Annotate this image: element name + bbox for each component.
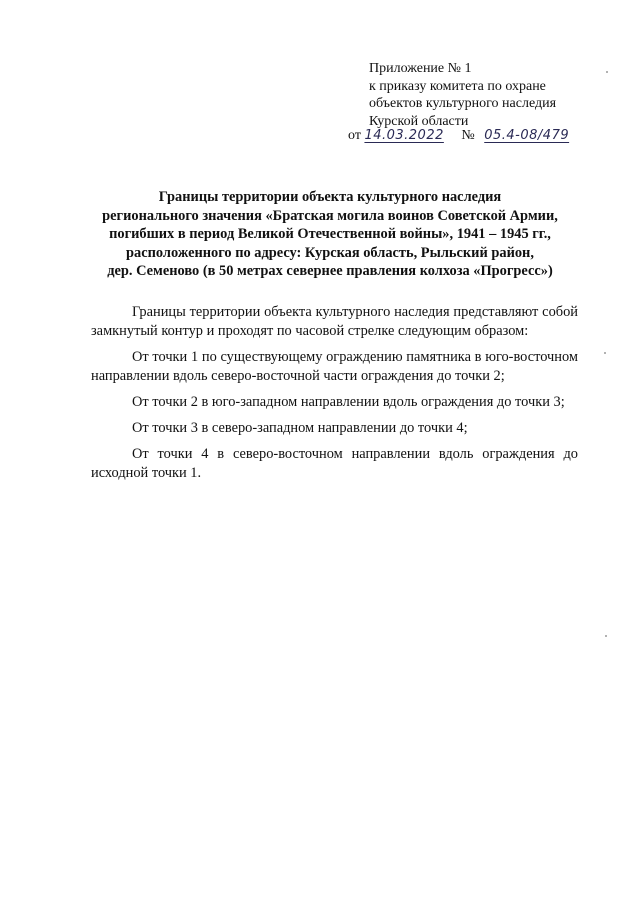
title-line-4: расположенного по адресу: Курская область, Рыльский район,	[126, 244, 534, 261]
body-paragraph: От точки 1 по существующему ограждению памятника в юго-восточном направлении вдоль северо-восточной части ограждения до точки 2;	[91, 349, 578, 384]
appendix-order-ref: к приказу комитета по охране	[369, 78, 546, 94]
title-line-1: Границы территории объекта культурного наследия	[158, 189, 502, 205]
scan-speck	[604, 352, 606, 354]
document-body	[91, 303, 578, 490]
order-date: 14.03.2022	[364, 128, 444, 143]
body-paragraph: Границы территории объекта культурного наследия представляют собой замкнутый контур и проходят по часовой стрелке следующим образом:	[91, 304, 578, 339]
scan-speck	[606, 71, 608, 73]
order-date-number	[348, 128, 569, 144]
body-paragraph: От точки 2 в юго-западном направлении вдоль ограждения до точки 3;	[132, 394, 565, 410]
document-title	[80, 188, 580, 281]
title-line-3: погибших в период Великой Отечественной войны», 1941 – 1945 гг.,	[109, 226, 551, 242]
title-line-2: регионального значения «Братская могила воинов Советской Армии,	[102, 207, 558, 224]
order-number: 05.4-08/479	[484, 128, 570, 143]
order-from-label: от	[348, 128, 361, 143]
title-line-5: дер. Семеново (в 50 метрах севернее правления колхоза «Прогресс»)	[107, 263, 553, 279]
body-paragraph: От точки 3 в северо-западном направлении до точки 4;	[132, 420, 468, 436]
body-paragraph: От точки 4 в северо-восточном направлении вдоль ограждения до исходной точки 1.	[91, 446, 578, 481]
appendix-header	[369, 60, 609, 130]
appendix-region: Курской области	[369, 113, 469, 129]
appendix-committee: объектов культурного наследия	[369, 96, 557, 111]
appendix-title: Приложение № 1	[369, 61, 472, 76]
scan-speck	[605, 635, 607, 637]
order-number-label: №	[461, 128, 475, 143]
